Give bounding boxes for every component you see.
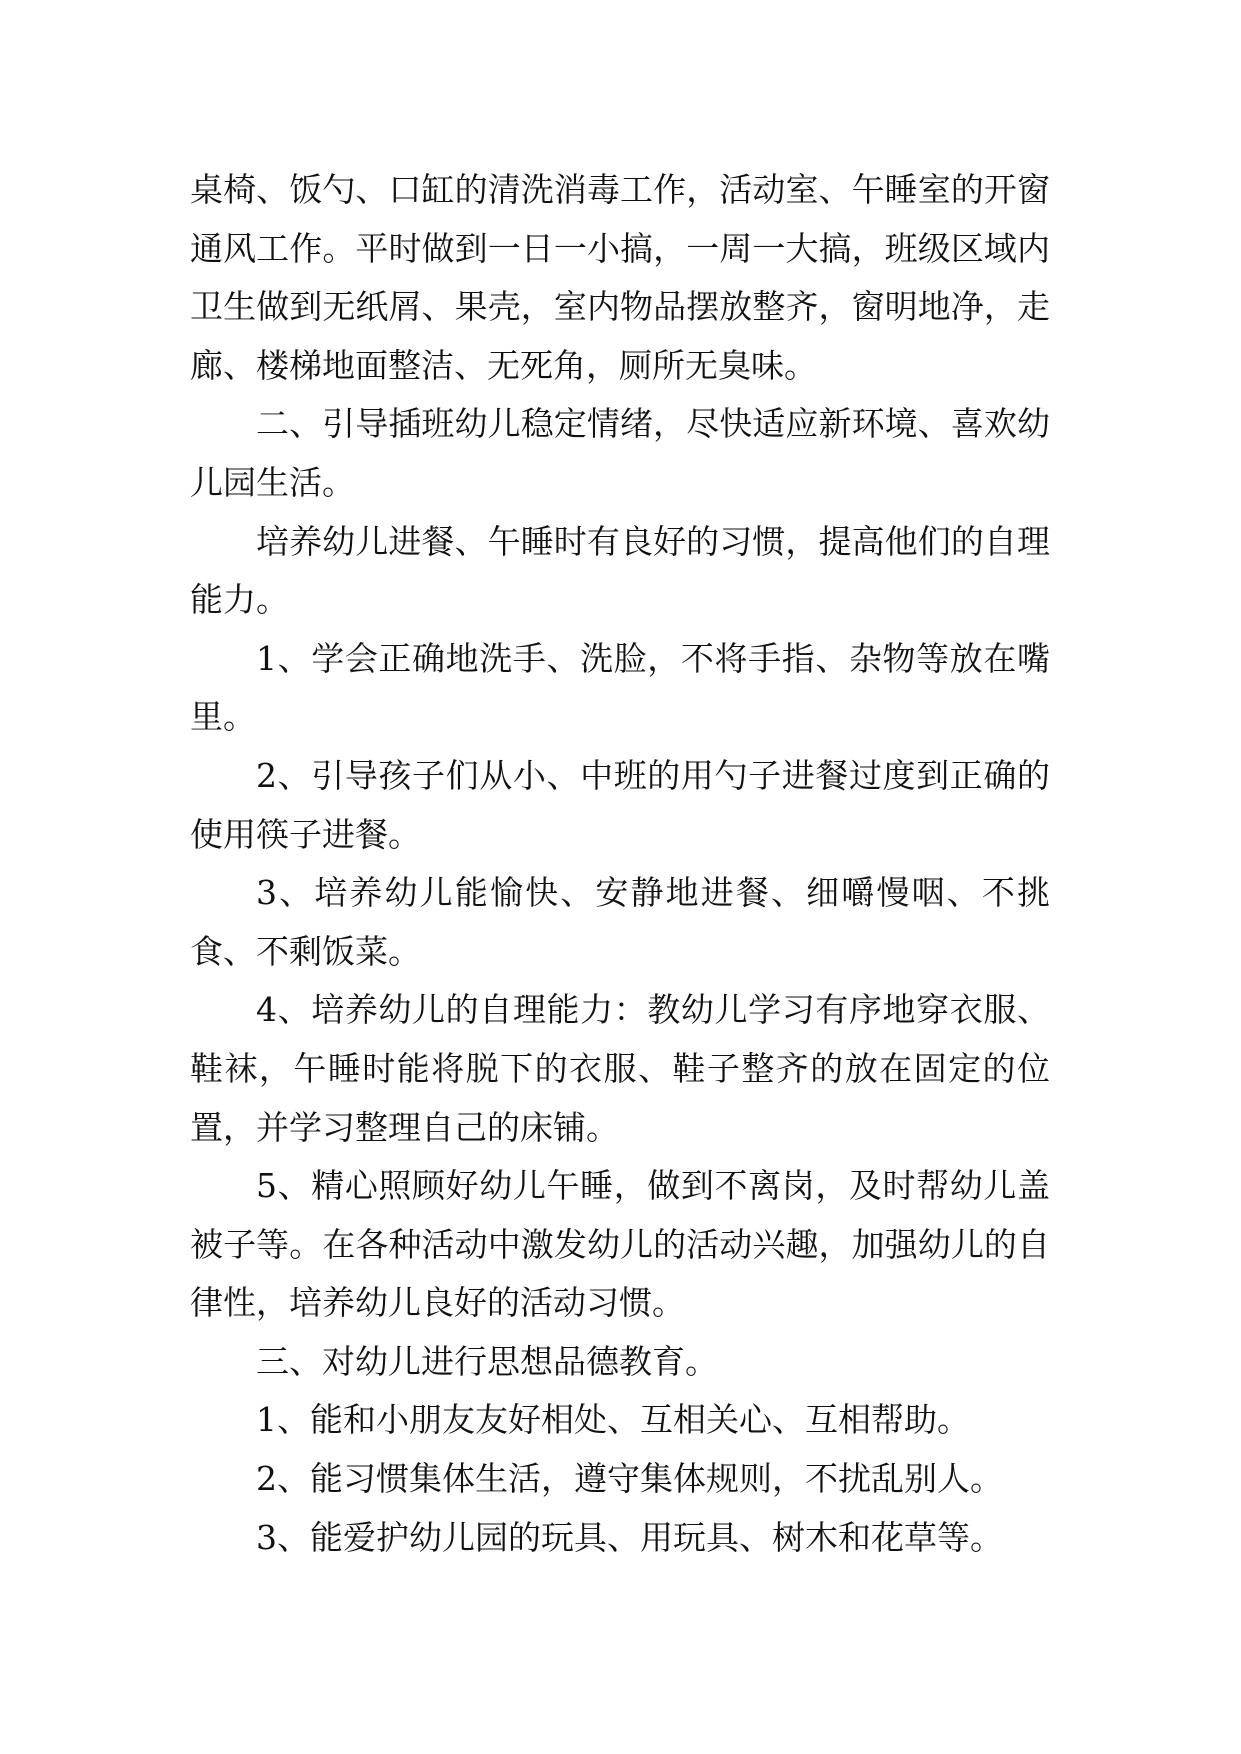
paragraph-item-2-chopsticks: 2、引导孩子们从小、中班的用勺子进餐过度到正确的使用筷子进餐。 — [190, 755, 1050, 854]
paragraph-moral-item-1: 1、能和小朋友友好相处、互相关心、互相帮助。 — [256, 1400, 970, 1440]
paragraph-self-care-intro: 培养幼儿进餐、午睡时有良好的习惯，提高他们的自理能力。 — [190, 521, 1050, 620]
paragraph-moral-item-3: 3、能爱护幼儿园的玩具、用玩具、树木和花草等。 — [256, 1517, 1003, 1557]
document-page — [190, 161, 1050, 1567]
paragraph-item-1-washing: 1、学会正确地洗手、洗脸，不将手指、杂物等放在嘴里。 — [190, 638, 1050, 737]
paragraph-item-4-self-care: 4、培养幼儿的自理能力：教幼儿学习有序地穿衣服、鞋袜，午睡时能将脱下的衣服、鞋子整齐的放在固定的位置，并学习整理自己的床铺。 — [190, 990, 1050, 1147]
paragraph-moral-item-2: 2、能习惯集体生活，遵守集体规则，不扰乱别人。 — [256, 1459, 1003, 1499]
paragraph-section-three-heading: 三、对幼儿进行思想品德教育。 — [256, 1341, 718, 1381]
paragraph-item-5-nap: 5、精心照顾好幼儿午睡，做到不离岗，及时帮幼儿盖被子等。在各种活动中激发幼儿的活动兴趣，加强幼儿的自律性，培养幼儿良好的活动习惯。 — [190, 1166, 1050, 1323]
paragraph-hygiene-continued: 桌椅、饭勺、口缸的清洗消毒工作，活动室、午睡室的开窗通风工作。平时做到一日一小搞，一周一大搞，班级区域内卫生做到无纸屑、果壳，室内物品摆放整齐，窗明地净，走廊、楼梯地面整洁、无死角，厕所无臭味。 — [190, 170, 1050, 385]
paragraph-item-3-eating: 3、培养幼儿能愉快、安静地进餐、细嚼慢咽、不挑食、不剩饭菜。 — [190, 873, 1050, 971]
paragraph-section-two-heading: 二、引导插班幼儿稳定情绪，尽快适应新环境、喜欢幼儿园生活。 — [190, 404, 1050, 502]
